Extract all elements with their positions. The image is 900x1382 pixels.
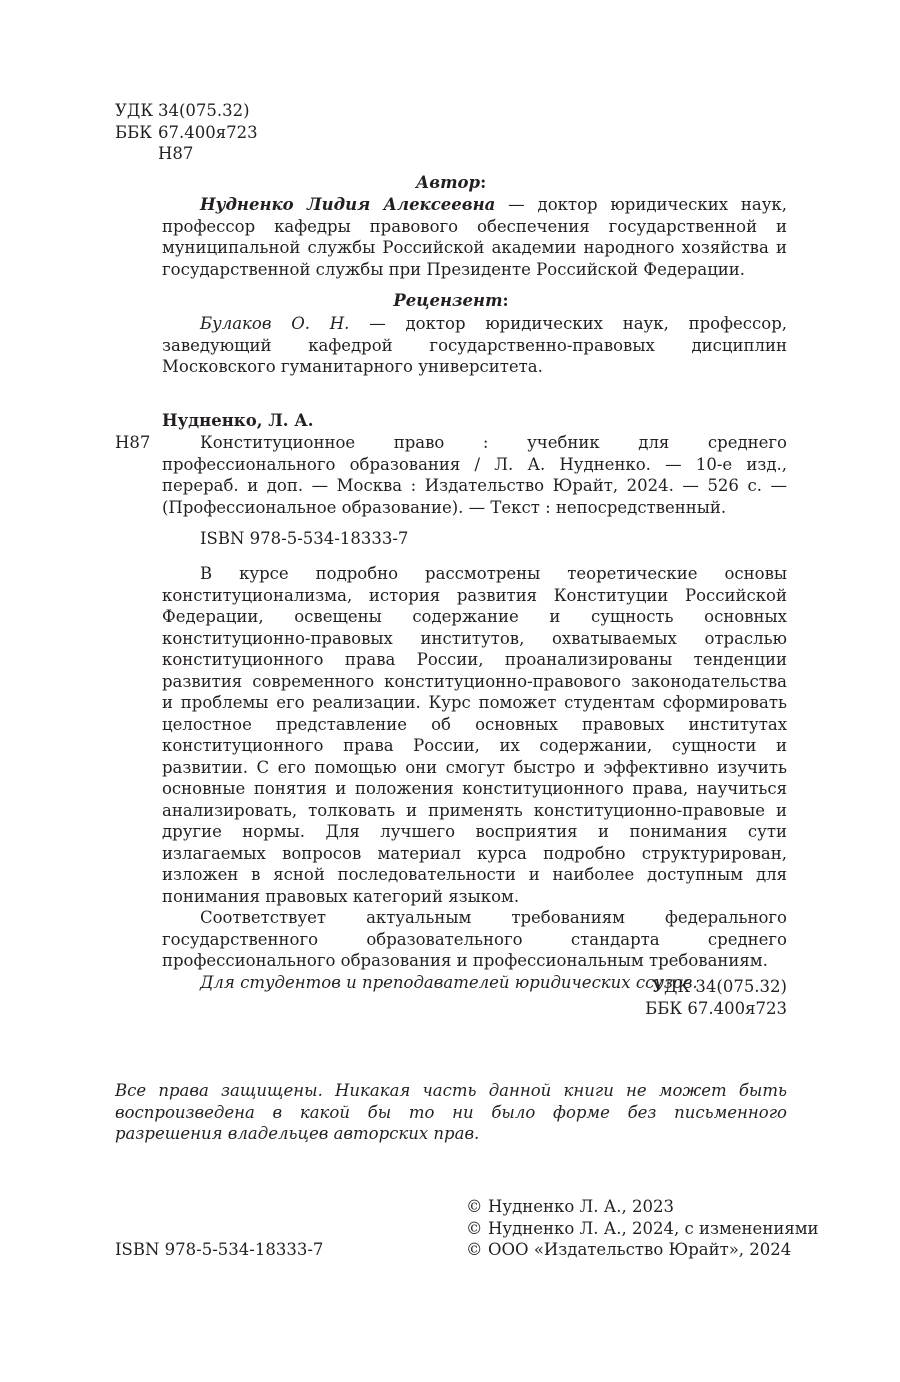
bbk-row <box>115 122 415 144</box>
rights-notice <box>115 1080 787 1145</box>
copyright-icon: © <box>466 1197 483 1216</box>
copyright-text-3: ООО «Издательство Юрайт», 2024 <box>488 1240 792 1259</box>
rights-notice-text: Все права защищены. Никакая часть данной книги не может быть воспроизведена в какой бы то ни было форме без письменного разрешения владельцев авторских прав. <box>115 1081 787 1143</box>
author-heading-colon: : <box>480 173 487 192</box>
bottom-isbn-text: ISBN 978-5-534-18333-7 <box>115 1240 324 1259</box>
reviewer-name: Булаков О. Н. <box>200 314 350 333</box>
catalog-mark <box>115 432 150 454</box>
udk-row <box>115 100 415 122</box>
catalog-author <box>162 410 787 432</box>
copyright-icon: © <box>466 1218 483 1238</box>
catalog-mark-text: Н87 <box>115 433 151 452</box>
reviewer-description: — доктор юридических наук, профессор, заведующий кафедрой государственно-правовых дисциплин Московского гуманитарного университета. <box>162 314 787 376</box>
copyright-text-2: Нудненко Л. А., 2024, с изменениями <box>488 1218 819 1238</box>
classification-codes <box>115 100 415 165</box>
copyright-icon: © <box>466 1240 483 1259</box>
copyright-line-3 <box>466 1239 819 1261</box>
catalog-description <box>162 432 787 518</box>
author-mark <box>115 143 415 165</box>
author-heading <box>115 172 787 194</box>
author-name: Нудненко Лидия Алексеевна <box>200 195 496 214</box>
catalog-description-text: Конституционное право : учебник для среднего профессионального образования / Л. А. Нудненко. — 10-е изд., перераб. и доп. — Москва : Издательство Юрайт, 2024. — 526 с. — (Профессиональное образование). — Текст : непосредственный. <box>162 433 787 517</box>
author-mark-text: Н87 <box>158 144 194 163</box>
bbk-value: 67.400я723 <box>158 122 258 142</box>
catalog-isbn-text: ISBN 978-5-534-18333-7 <box>200 529 409 548</box>
right-udk: УДК 34(075.32) <box>652 977 787 996</box>
reviewer-info <box>162 313 787 378</box>
reviewer-heading-text: Рецензент <box>393 291 503 310</box>
bottom-isbn <box>115 1239 323 1261</box>
catalog-isbn <box>162 528 787 550</box>
bbk-label: ББК <box>115 122 153 142</box>
reviewer-heading <box>115 290 787 312</box>
annotation-audience: Для студентов и преподавателей юридических ссузов. <box>200 972 698 992</box>
copyright-line-2 <box>466 1218 819 1240</box>
copyright-block <box>466 1196 819 1261</box>
catalog-author-name: Нудненко, Л. А. <box>162 411 314 430</box>
copyright-text-1: Нудненко Л. А., 2023 <box>488 1197 674 1216</box>
annotation <box>162 563 787 993</box>
right-bbk: ББК 67.400я723 <box>645 998 787 1018</box>
udk-value: 34(075.32) <box>158 101 250 120</box>
udk-label: УДК <box>115 101 154 120</box>
annotation-paragraph-1: В курсе подробно рассмотрены теоретические основы конституционализма, история развития Конституции Российской Федерации, освещены содержание и сущность основных конституционно-правовых институтов, охватываемых отраслью конституционного права России, проанализированы тенденции развития современного конституционно-правового законодательства и проблемы его реализации. Курс поможет студентам сформировать целостное представление об основных правовых институтах конституционного права России, их содержании, сущности и развитии. С его помощью они смогут быстро и эффективно изучить основные понятия и положения конституционного права, научиться анализировать, толковать и применять конституционно-правовые и другие нормы. Для лучшего восприятия и понимания сути излагаемых вопросов материал курса подробно структурирован, изложен в ясной последовательности и наиболее доступным для понимания правовых категорий языком. <box>162 564 787 906</box>
author-heading-text: Автор <box>415 173 481 192</box>
author-description: — доктор юридических наук, профессор кафедры правового обеспечения государственной и муниципальной службы Российской академии народного хозяйства и государственной службы при Президенте Российской Федерации. <box>162 195 787 279</box>
reviewer-heading-colon: : <box>502 291 509 310</box>
annotation-paragraph-2: Соответствует актуальным требованиям федерального государственного образовательного стандарта среднего профессионального образования и профессиональным требованиям. <box>162 908 787 970</box>
right-classification-codes <box>645 976 787 1019</box>
author-info <box>162 194 787 280</box>
copyright-line-1 <box>466 1196 819 1218</box>
